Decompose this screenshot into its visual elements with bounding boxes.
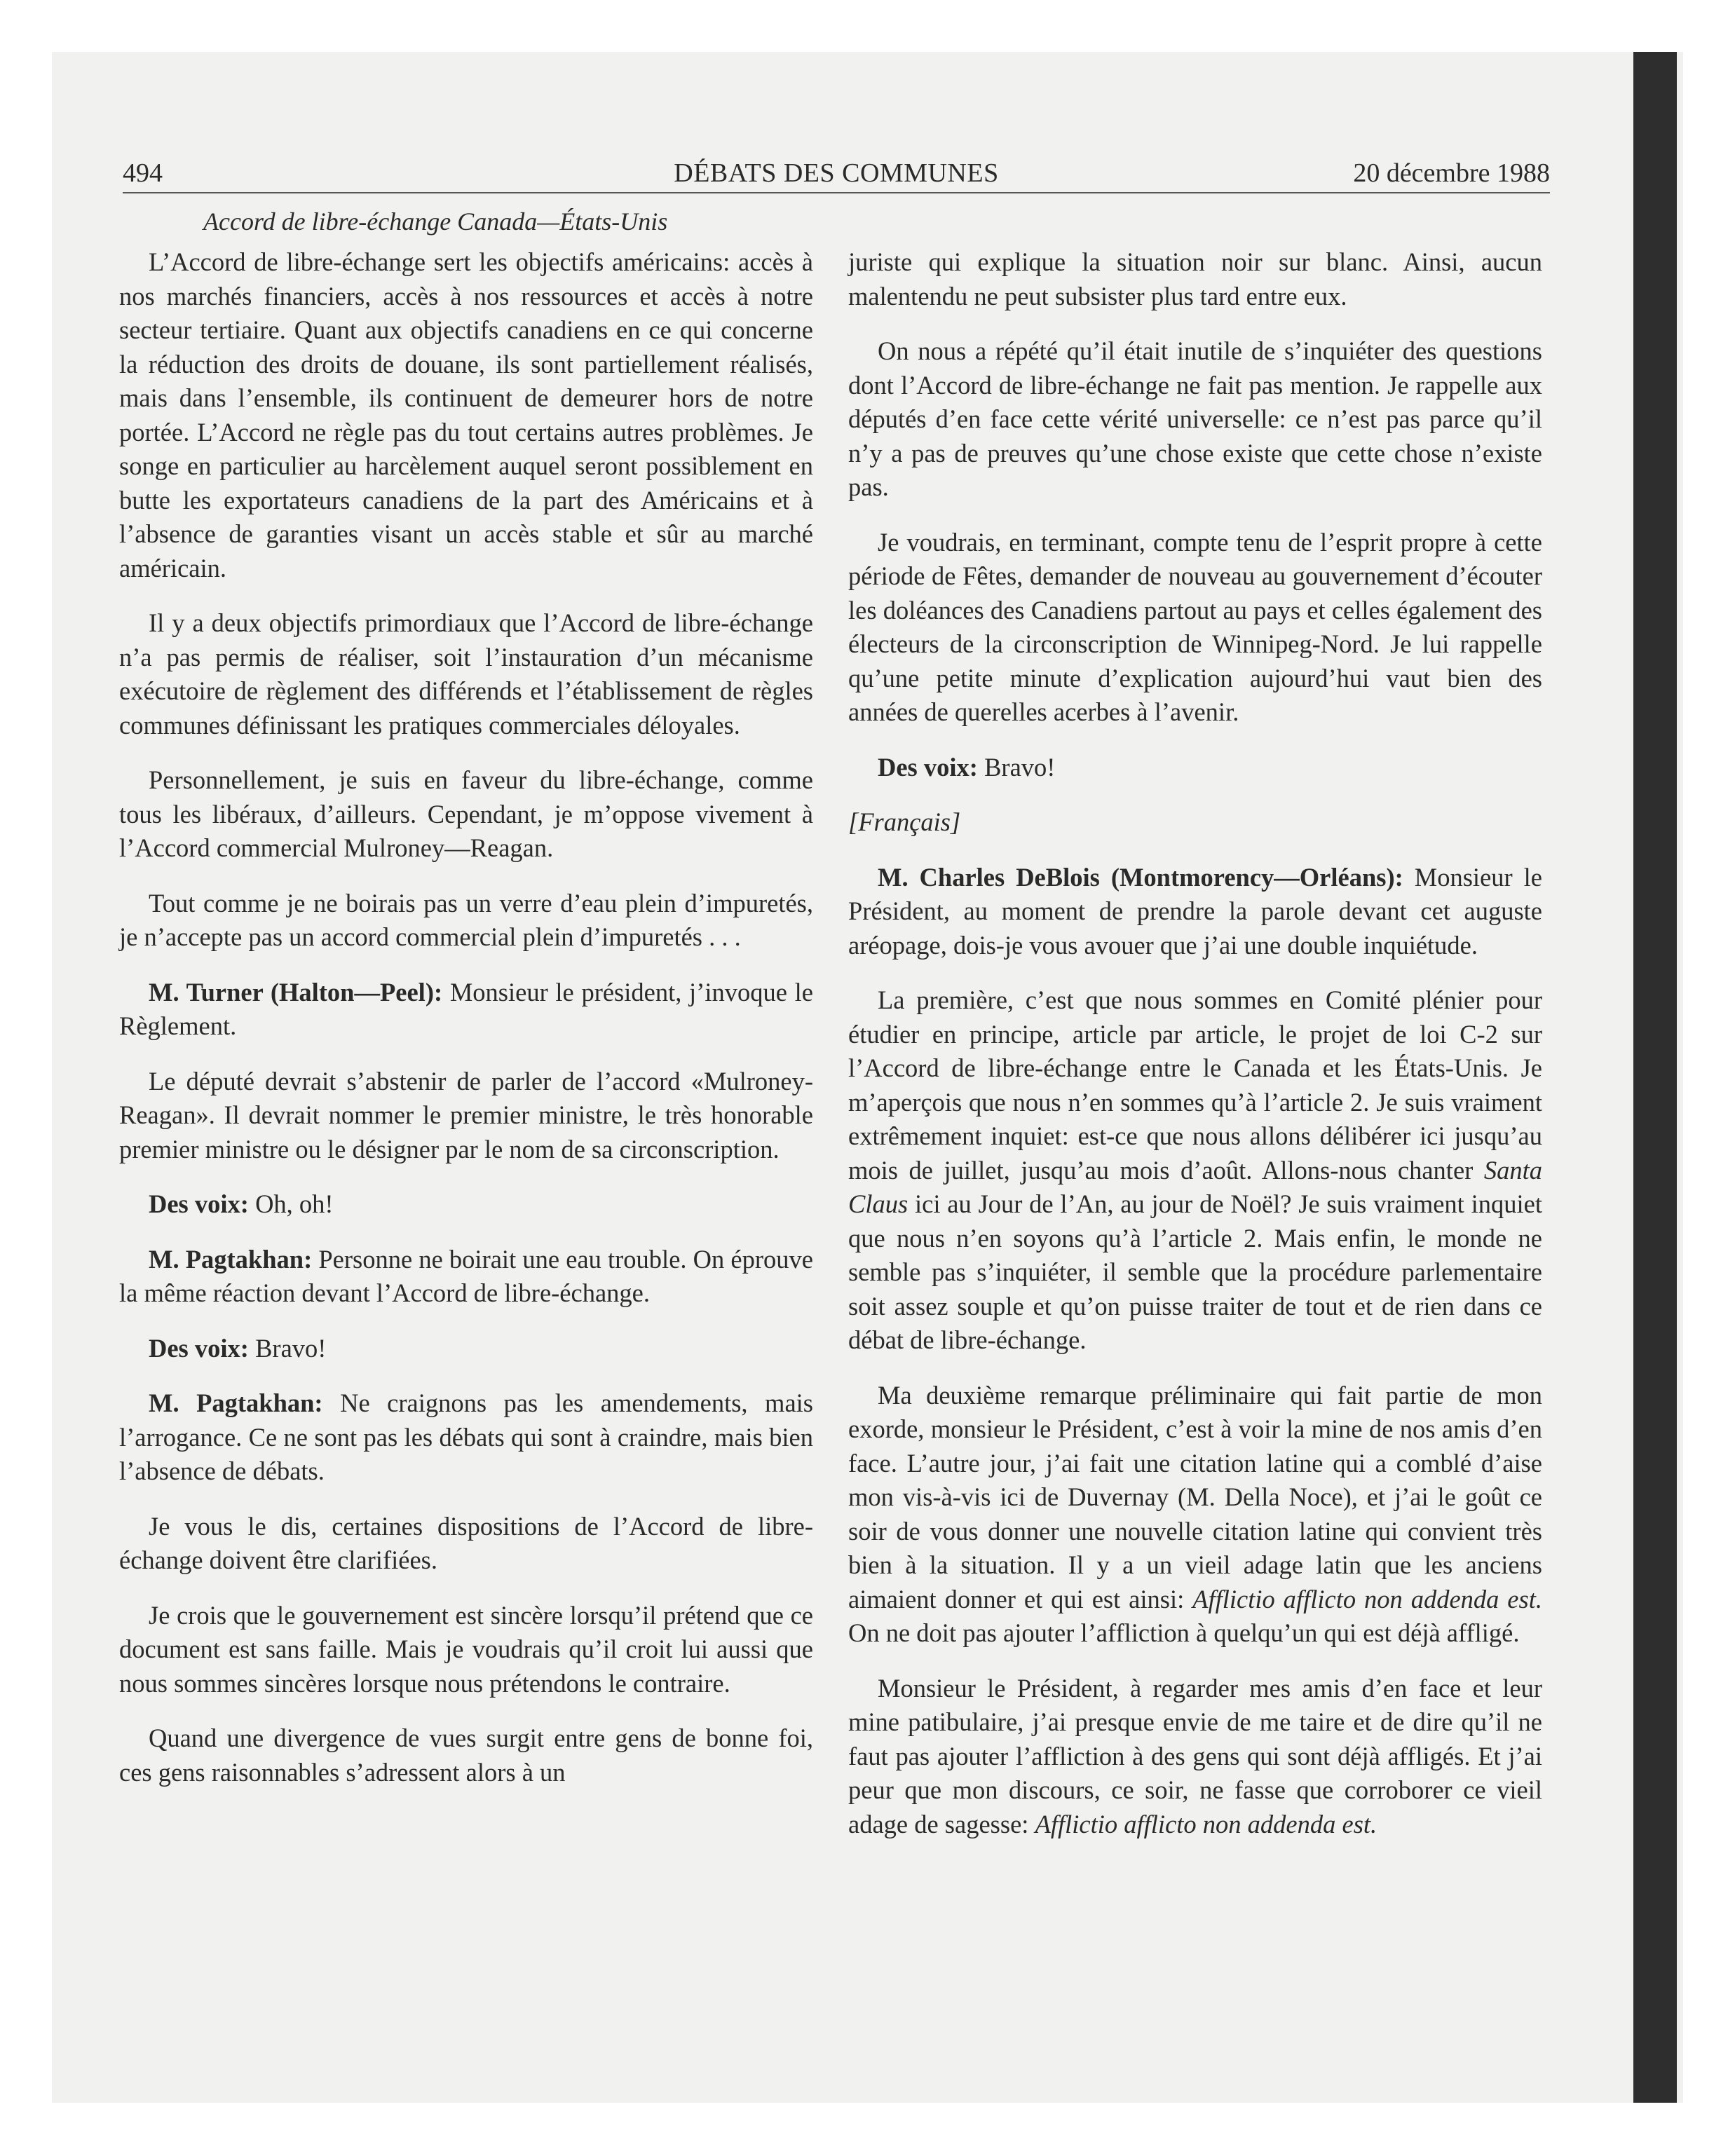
paragraph — [848, 1379, 1542, 1651]
language-tag: [Français] — [848, 807, 961, 836]
publication-date: 20 décembre 1988 — [1353, 158, 1550, 188]
publication-title: DÉBATS DES COMMUNES — [674, 158, 999, 188]
paragraph: Tout comme je ne boirais pas un verre d’eau plein d’impuretés, je n’accepte pas un accord commercial plein d’impuretés . . . — [119, 888, 813, 951]
speaker-name: Des voix: — [878, 752, 978, 782]
text-run: La première, c’est que nous sommes en Comité plénier pour étudier en principe, article par article, le projet de loi C-2 sur l’Accord de libre-échange entre le Canada et les États-Unis. Je m’aperçois que nous n’en sommes qu’à l’article 2. Je suis vraiment extrêmement inquiet: est-ce que nous allons délibérer ici jusqu’au mois de juillet, jusqu’au mois d’août. Allons-nous chanter — [848, 985, 1542, 1185]
paragraph: Je voudrais, en terminant, compte tenu de l’esprit propre à cette période de Fêtes, demander de nouveau au gouvernement d’écouter les doléances des Canadiens partout au pays et celles également des électeurs de la circonscription de Winnipeg-Nord. Je lui rappelle qu’une petite minute d’explication aujourd’hui vaut bien des années de querelles acerbes à l’avenir. — [848, 527, 1542, 726]
italic-text: Afflictio afflicto non addenda est. — [1035, 1809, 1377, 1838]
paragraph: Quand une divergence de vues surgit entre gens de bonne foi, ces gens raisonnables s’adressent alors à un — [119, 1724, 813, 1787]
speech-paragraph — [119, 976, 813, 1044]
text-run: ici au Jour de l’An, au jour de Noël? Je suis vraiment inquiet que nous n’en soyons qu’à l’article 2. Mais enfin, le monde ne semble pas s’inquiéter, il semble que la procédure parlementaire soit assez souple et qu’on puisse traiter de tout et de rien dans ce débat de libre-échange. — [848, 1189, 1542, 1354]
speech-paragraph — [119, 1243, 813, 1311]
speaker-name: M. Pagtakhan: — [149, 1244, 313, 1274]
speech-text: Personne ne boirait une eau trouble. On éprouve la même réaction devant l’Accord de libre-échange. — [119, 1244, 813, 1307]
speech-text: Monsieur le président, j’invoque le Règlement. — [119, 977, 813, 1040]
paragraph: Je vous le dis, certaines dispositions de l’Accord de libre-échange doivent être clarifiées. — [119, 1511, 813, 1574]
paragraph — [848, 1672, 1542, 1842]
speaker-name: M. Turner (Halton—Peel): — [149, 977, 443, 1007]
paragraph: Il y a deux objectifs primordiaux que l’Accord de libre-échange n’a pas permis de réaliser, soit l’instauration d’un mécanisme exécutoire de règlement des différends et l’établissement de règles communes définissant les pratiques commerciales déloyales. — [119, 608, 813, 739]
speech-paragraph — [119, 1332, 813, 1366]
speech-text: Bravo! — [248, 1333, 327, 1363]
speaker-name: Des voix: — [149, 1333, 249, 1363]
paragraph — [848, 983, 1542, 1358]
speaker-name: Des voix: — [149, 1189, 249, 1218]
speech-text: Ne craignons pas les amendements, mais l’arrogance. Ce ne sont pas les débats qui sont à craindre, mais bien l’absence de débats. — [119, 1389, 813, 1485]
speech-paragraph — [848, 861, 1542, 963]
italic-text: Santa Claus — [848, 1155, 1542, 1218]
left-column — [119, 245, 813, 1810]
paragraph: L’Accord de libre-échange sert les objectifs américains: accès à nos marchés financiers, accès à nos ressources et accès à notre secteur tertiaire. Quant aux objectifs canadiens en ce qui concerne la réduction des droits de douane, ils sont partiellement réalisés, mais dans l’ensemble, ils continuent de demeurer hors de notre portée. L’Accord ne règle pas du tout certains autres problèmes. Je songe en particulier au harcèlement auquel seront possiblement en butte les exportateurs canadiens de la part des Américains et à l’absence de garanties visant un accès stable et sûr au marché américain. — [119, 247, 813, 582]
running-title: Accord de libre-échange Canada—États-Unis — [203, 207, 668, 236]
paragraph: Je crois que le gouvernement est sincère lorsqu’il prétend que ce document est sans faille. Mais je voudrais qu’il croit lui aussi que nous sommes sincères lorsque nous prétendons le contraire. — [119, 1600, 813, 1698]
paragraph: On nous a répété qu’il était inutile de s’inquiéter des questions dont l’Accord de libre-échange ne fait pas mention. Je rappelle aux députés d’en face cette vérité universelle: ce n’est pas parce qu’il n’y a pas de preuves qu’une chose existe que cette chose n’existe pas. — [848, 336, 1542, 501]
page-number: 494 — [123, 158, 163, 188]
speech-text: Oh, oh! — [248, 1189, 334, 1218]
speech-text: Monsieur le Président, au moment de prendre la parole devant cet auguste aréopage, dois-je vous avouer que j’ai une double inquiétude. — [848, 862, 1542, 960]
scan-edge-shadow — [1633, 52, 1677, 2103]
right-column — [848, 245, 1542, 1862]
italic-text: Afflictio afflicto non addenda est. — [1192, 1584, 1542, 1613]
text-run: On ne doit pas ajouter l’affliction à quelqu’un qui est déjà affligé. — [848, 1618, 1520, 1647]
paragraph: Personnellement, je suis en faveur du libre-échange, comme tous les libéraux, d’ailleurs. Cependant, je m’oppose vivement à l’Accord commercial Mulroney—Reagan. — [119, 765, 813, 862]
paragraph: juriste qui explique la situation noir sur blanc. Ainsi, aucun malentendu ne peut subsister plus tard entre eux. — [848, 247, 1542, 311]
text-run: Monsieur le Président, à regarder mes amis d’en face et leur mine patibulaire, j’ai presque envie de me taire et de dire qu’il ne faut pas ajouter l’affliction à des gens qui sont déjà affligés. Et j’ai peur que mon discours, ce soir, ne fasse que corroborer ce vieil adage de sagesse: — [848, 1673, 1542, 1838]
speech-text: Bravo! — [977, 752, 1056, 782]
speech-paragraph — [119, 1386, 813, 1489]
speech-paragraph — [848, 751, 1542, 785]
text-run: Ma deuxième remarque préliminaire qui fait partie de mon exorde, monsieur le Président, c’est à voir la mine de nos amis d’en face. L’autre jour, j’ai fait une citation latine qui a comblé d’aise mon vis-à-vis ici de Duvernay (M. Della Noce), et j’ai le goût ce soir de vous donner une nouvelle citation latine qui convient très bien à la situation. Il y a un vieil adage latin que les anciens aimaient donner et qui est ainsi: — [848, 1380, 1542, 1613]
paragraph: Le député devrait s’abstenir de parler de l’accord «Mulroney-Reagan». Il devrait nommer le premier ministre, le très honorable premier ministre ou le désigner par le nom de sa circonscription. — [119, 1066, 813, 1164]
speaker-name: M. Charles DeBlois (Montmorency—Orléans): — [878, 862, 1403, 892]
speech-paragraph — [119, 1187, 813, 1222]
speaker-name: M. Pagtakhan: — [149, 1389, 323, 1417]
page-header — [123, 156, 1550, 193]
